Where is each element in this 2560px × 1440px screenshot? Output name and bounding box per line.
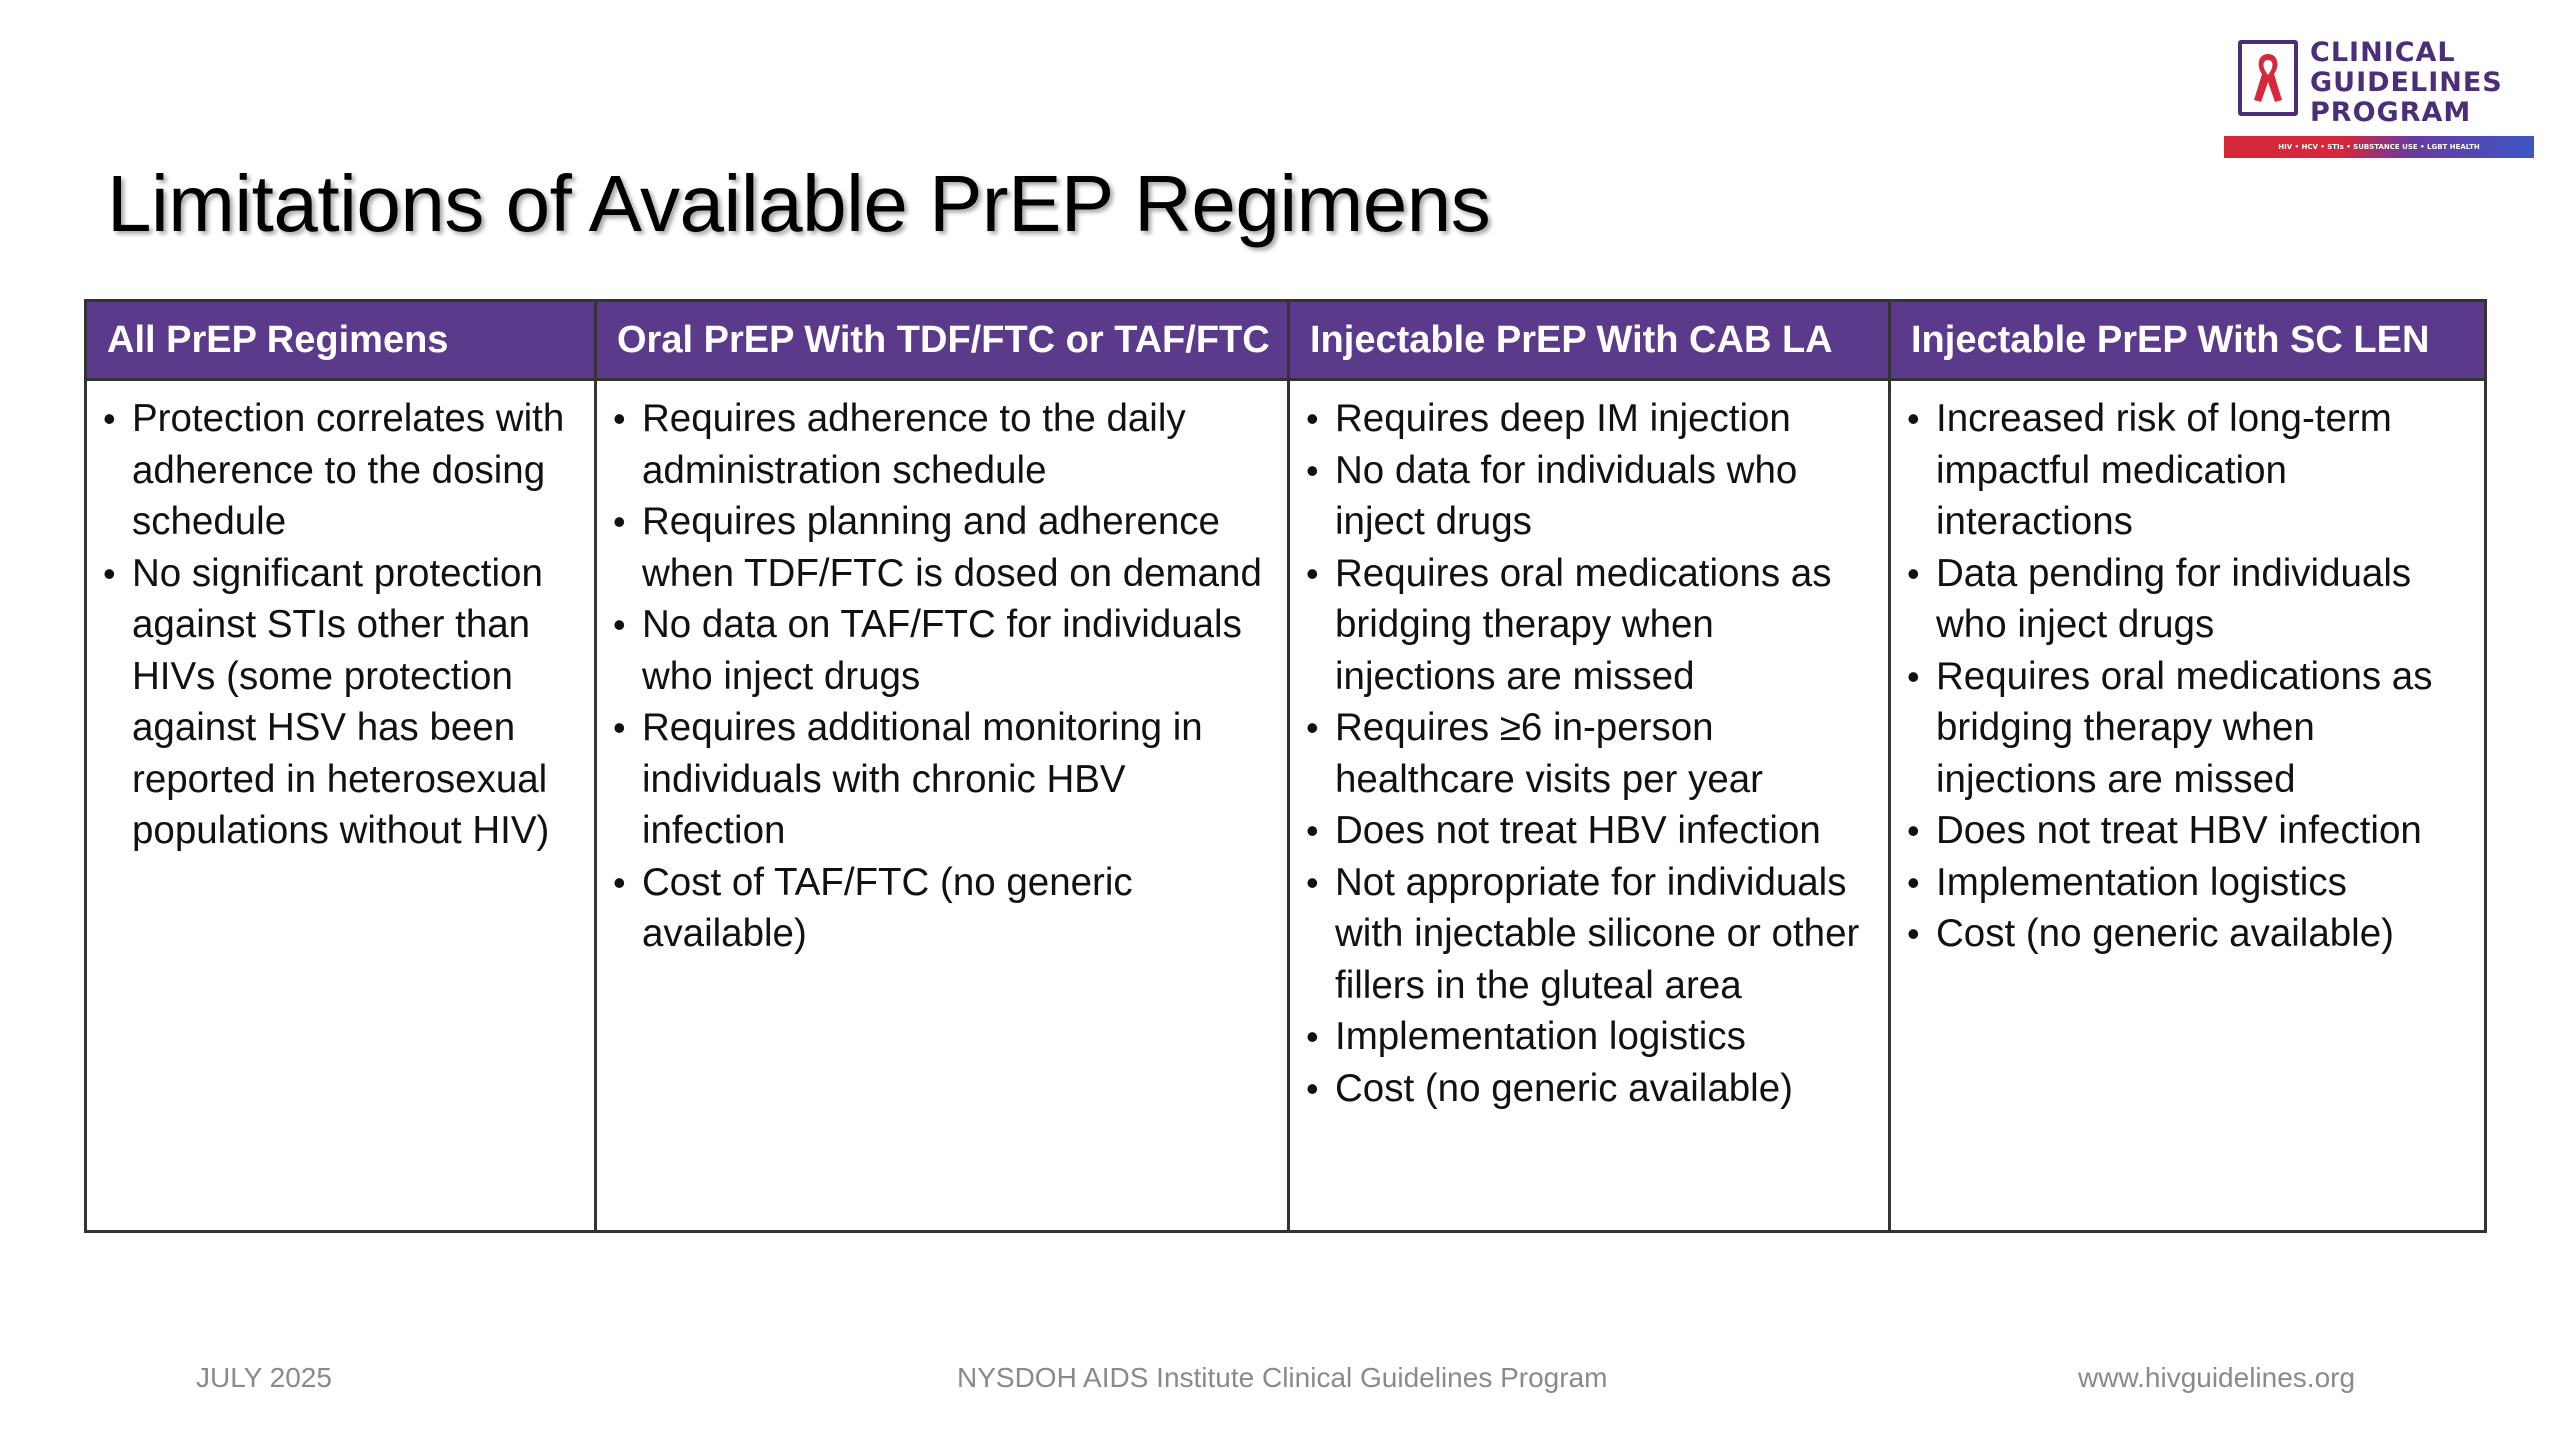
list-item: • Requires additional monitoring in individuals with chronic HBV infection <box>613 702 1277 857</box>
header-injectable-sc-len: Injectable PrEP With SC LEN <box>1890 301 2486 380</box>
cell-injectable-sc-len <box>1890 380 2486 1232</box>
list-item: • Requires planning and adherence when TDF/FTC is dosed on demand <box>613 496 1277 599</box>
list-item: • No significant protection against STIs other than HIVs (some protection against HSV has been reported in heterosexual populations without HIV) <box>103 548 584 857</box>
table-body-row <box>86 380 2486 1232</box>
list-item: • No data for individuals who inject drugs <box>1306 445 1878 548</box>
list-item: • Requires oral medications as bridging therapy when injections are missed <box>1306 548 1878 703</box>
list-item: • No data on TAF/FTC for individuals who inject drugs <box>613 599 1277 702</box>
list-item: • Cost (no generic available) <box>1907 908 2474 960</box>
header-oral-prep: Oral PrEP With TDF/FTC or TAF/FTC <box>596 301 1289 380</box>
bullet-list <box>103 393 584 857</box>
header-injectable-cab-la: Injectable PrEP With CAB LA <box>1289 301 1890 380</box>
list-item: • Data pending for individuals who inject drugs <box>1907 548 2474 651</box>
table-header-row <box>86 301 2486 380</box>
list-item: • Cost (no generic available) <box>1306 1063 1878 1115</box>
list-item: • Requires deep IM injection <box>1306 393 1878 445</box>
list-item: • Requires oral medications as bridging therapy when injections are missed <box>1907 651 2474 806</box>
cell-all-prep-regimens <box>86 380 596 1232</box>
bullet-list <box>1306 393 1878 1114</box>
list-item: • Implementation logistics <box>1907 857 2474 909</box>
bullet-list <box>613 393 1277 960</box>
list-item: • Does not treat HBV infection <box>1306 805 1878 857</box>
list-item: • Requires adherence to the daily administration schedule <box>613 393 1277 496</box>
footer-organization: NYSDOH AIDS Institute Clinical Guidelines Program <box>957 1362 1608 1393</box>
logo-line-2: GUIDELINES <box>2310 67 2503 98</box>
limitations-table <box>84 299 2487 1233</box>
list-item: • Requires ≥6 in-person healthcare visits per year <box>1306 702 1878 805</box>
bullet-list <box>1907 393 2474 960</box>
red-ribbon-icon <box>2250 50 2286 106</box>
footer-website: www.hivguidelines.org <box>2078 1362 2356 1393</box>
logo-mark <box>2238 40 2298 116</box>
logo-line-3: PROGRAM <box>2310 97 2472 128</box>
logo-line-1: CLINICAL <box>2310 37 2456 68</box>
cell-oral-prep <box>596 380 1289 1232</box>
cell-injectable-cab-la <box>1289 380 1890 1232</box>
logo-tagline: HIV • HCV • STIs • SUBSTANCE USE • LGBT HEALTH <box>2224 136 2534 158</box>
logo-wordmark <box>2310 38 2503 128</box>
list-item: • Increased risk of long-term impactful medication interactions <box>1907 393 2474 548</box>
list-item: • Not appropriate for individuals with injectable silicone or other fillers in the gluteal area <box>1306 857 1878 1012</box>
list-item: • Protection correlates with adherence to the dosing schedule <box>103 393 584 548</box>
clinical-guidelines-program-logo <box>2224 30 2534 162</box>
list-item: • Cost of TAF/FTC (no generic available) <box>613 857 1277 960</box>
header-all-prep-regimens: All PrEP Regimens <box>86 301 596 380</box>
list-item: • Does not treat HBV infection <box>1907 805 2474 857</box>
slide-title: Limitations of Available PrEP Regimens <box>107 159 1491 248</box>
list-item: • Implementation logistics <box>1306 1011 1878 1063</box>
footer-date: JULY 2025 <box>196 1362 332 1393</box>
